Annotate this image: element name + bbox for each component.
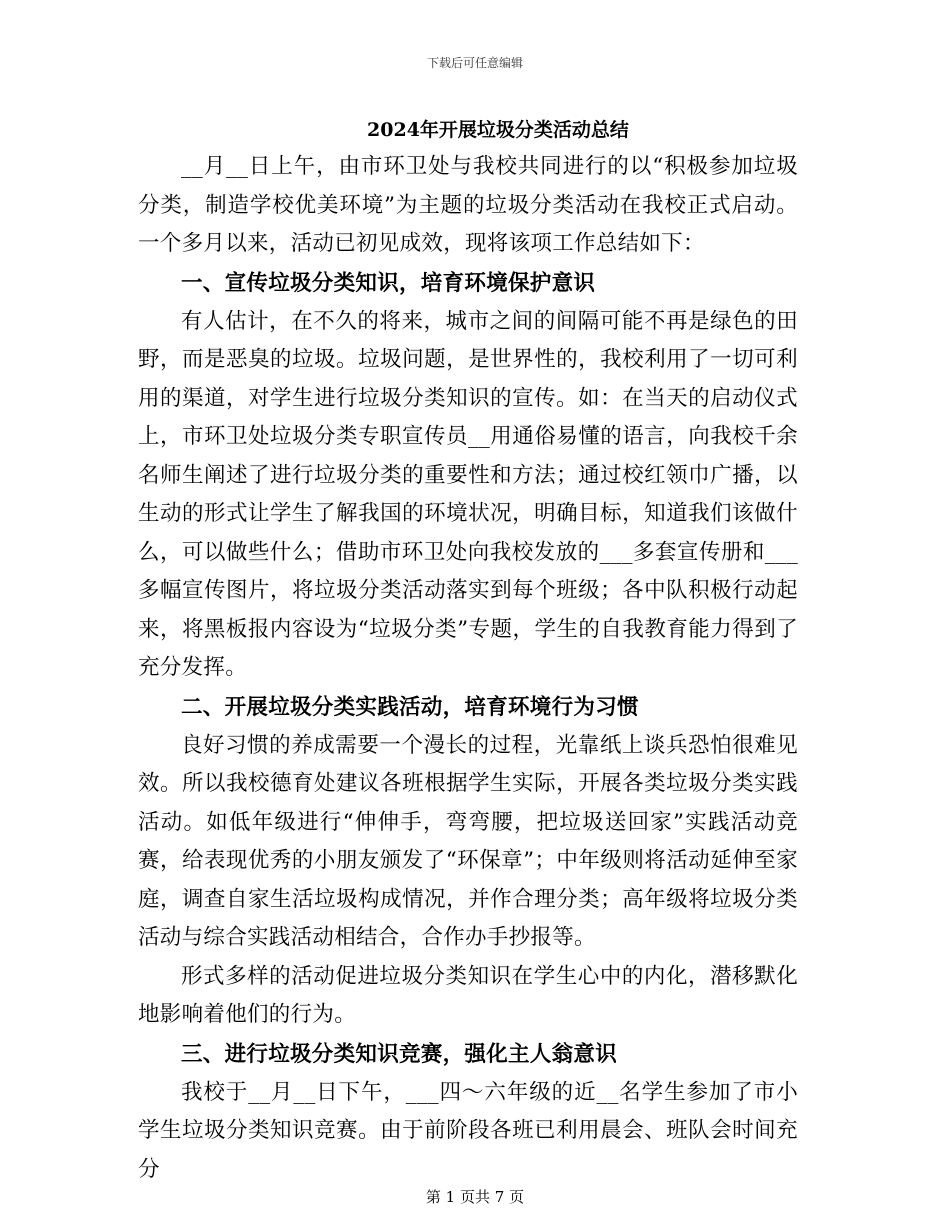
page-header: 下载后可任意编辑 [426,56,523,70]
section-3-paragraph: 我校于__月__日下午，___四～六年级的近__名学生参加了市小学生垃圾分类知识竞赛。由于前阶段各班已利用晨会、班队会时间充分 [138,1079,798,1182]
section-1-paragraph: 有人估计，在不久的将来，城市之间的间隔可能不再是绿色的田野，而是恶臭的垃圾。垃圾问题，是世界性的，我校利用了一切可利用的渠道，对学生进行垃圾分类知识的宣传。如：在当天的启动仪式上，市环卫处垃圾分类专职宣传员__用通俗易懂的语言，向我校千余名师生阐述了进行垃圾分类的重要性和方法；通过校红领巾广播，以生动的形式让学生了解我国的环境状况，明确目标，知道我们该做什么，可以做些什么；借助市环卫处向我校发放的___多套宣传册和___多幅宣传图片，将垃圾分类活动落实到每个班级；各中队积极行动起来，将黑板报内容设为“垃圾分类”专题，学生的自我教育能力得到了充分发挥。 [138,308,798,680]
intro-paragraph: __月__日上午，由市环卫处与我校共同进行的以“积极参加垃圾分类，制造学校优美环境”为主题的垃圾分类活动在我校正式启动。一个多月以来，活动已初见成效，现将该项工作总结如下： [138,154,798,256]
section-2-paragraph-1: 良好习惯的养成需要一个漫长的过程，光靠纸上谈兵恐怕很难见效。所以我校德育处建议各班根据学生实际，开展各类垃圾分类实践活动。如低年级进行“伸伸手，弯弯腰，把垃圾送回家”实践活动竞赛，给表现优秀的小朋友颁发了“环保章”；中年级则将活动延伸至家庭，调查自家生活垃圾构成情况，并作合理分类；高年级将垃圾分类活动与综合实践活动相结合，合作办手抄报等。 [138,732,798,950]
section-heading-3: 三、进行垃圾分类知识竞赛，强化主人翁意识 [181,1041,618,1067]
section-heading-1: 一、宣传垃圾分类知识，培育环境保护意识 [181,270,596,296]
page-footer: 第 1 页共 7 页 [425,1188,525,1206]
section-heading-2: 二、开展垃圾分类实践活动，培育环境行为习惯 [181,694,639,720]
section-2-paragraph-2: 形式多样的活动促进垃圾分类知识在学生心中的内化，潜移默化地影响着他们的行为。 [138,963,798,1027]
document-body [138,112,798,1189]
document-title: 2024年开展垃圾分类活动总结 [367,119,629,141]
